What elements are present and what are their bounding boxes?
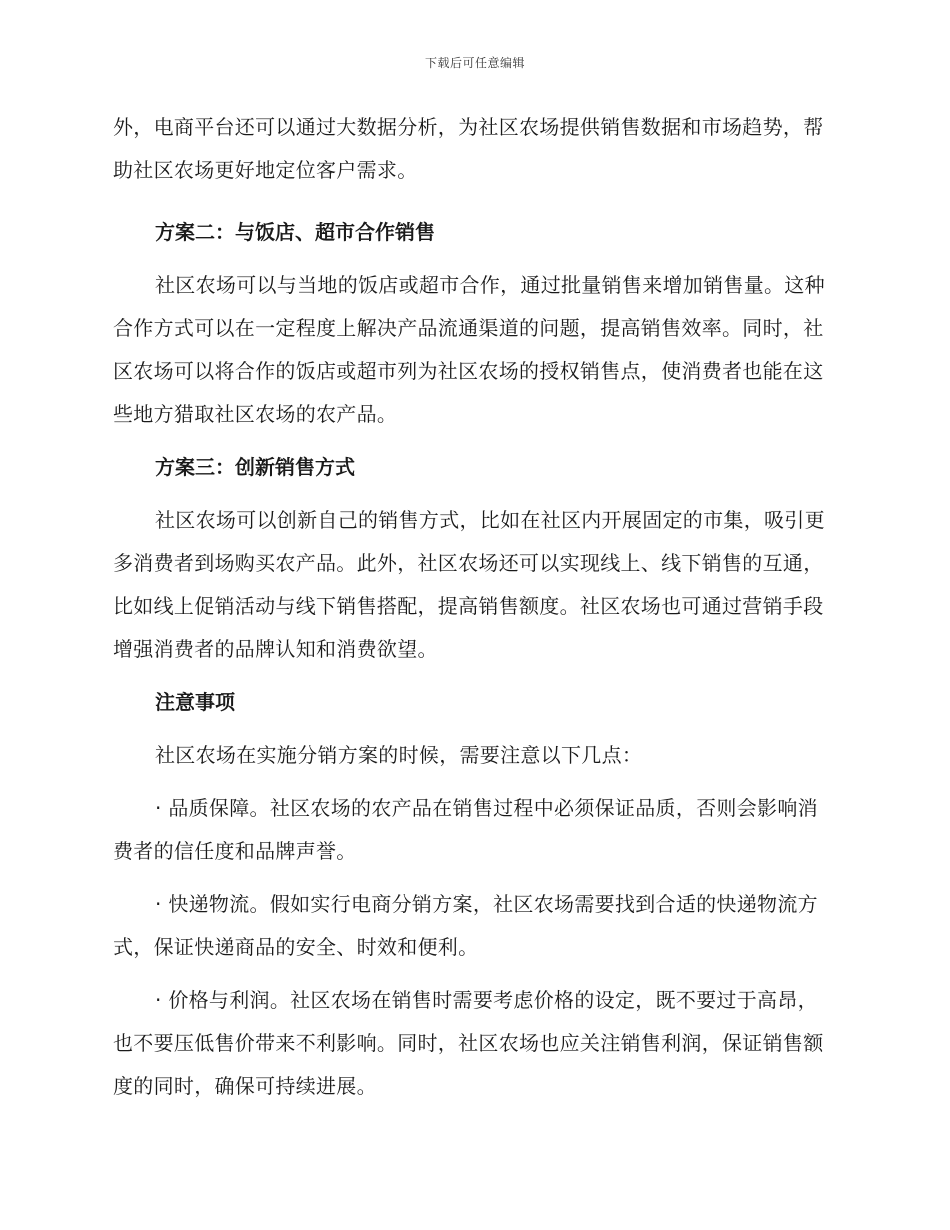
notes-item-logistics: · 快递物流。假如实行电商分销方案，社区农场需要找到合适的快递物流方式，保证快递商品的安全、时效和便利。 bbox=[113, 892, 818, 959]
plan3-heading: 方案三：创新销售方式 bbox=[155, 455, 355, 479]
plan2-paragraph: 社区农场可以与当地的饭店或超市合作，通过批量销售来增加销售量。这种合作方式可以在一定程度上解决产品流通渠道的问题，提高销售效率。同时，社区农场可以将合作的饭店或超市列为社区农场的授权销售点，使消费者也能在这些地方猎取社区农场的农产品。 bbox=[113, 273, 825, 426]
notes-item-quality: · 品质保障。社区农场的农产品在销售过程中必须保证品质，否则会影响消费者的信任度和品牌声誉。 bbox=[113, 796, 818, 863]
notes-item-pricing: · 价格与利润。社区农场在销售时需要考虑价格的设定，既不要过于高昂，也不要压低售价带来不利影响。同时，社区农场也应关注销售利润，保证销售额度的同时，确保可持续进展。 bbox=[113, 988, 824, 1098]
intro-paragraph: 外，电商平台还可以通过大数据分析，为社区农场提供销售数据和市场趋势，帮助社区农场更好地定位客户需求。 bbox=[113, 115, 824, 182]
plan2-heading: 方案二：与饭店、超市合作销售 bbox=[155, 220, 435, 244]
plan3-paragraph: 社区农场可以创新自己的销售方式，比如在社区内开展固定的市集，吸引更多消费者到场购买农产品。此外，社区农场还可以实现线上、线下销售的互通，比如线上促销活动与线下销售搭配，提高销售额度。社区农场也可通过营销手段增强消费者的品牌认知和消费欲望。 bbox=[113, 508, 825, 661]
notes-intro: 社区农场在实施分销方案的时候，需要注意以下几点： bbox=[155, 743, 643, 767]
notes-heading: 注意事项 bbox=[155, 690, 235, 714]
document-body bbox=[113, 106, 833, 1118]
page-header: 下载后可任意编辑 bbox=[424, 56, 525, 70]
